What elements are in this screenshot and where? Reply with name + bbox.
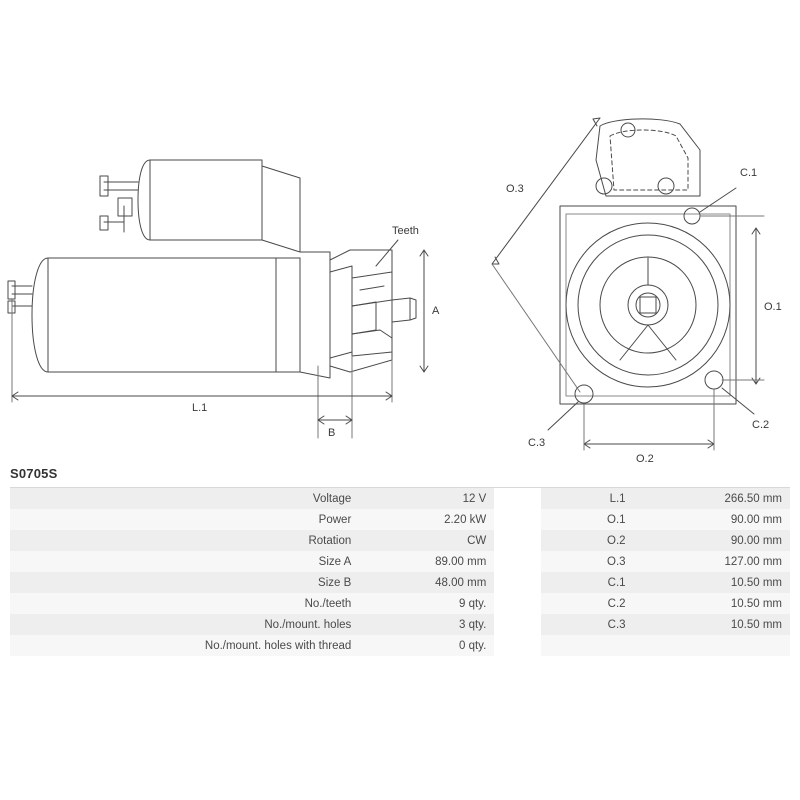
spec-label: Voltage [10, 488, 359, 509]
spec-gap [494, 593, 541, 614]
spoke-1 [620, 325, 648, 360]
terminal-nut-2 [100, 216, 108, 230]
spec-gap [494, 509, 541, 530]
mount-hole-c2 [705, 371, 723, 389]
spec-label: Rotation [10, 530, 359, 551]
teeth-leader [376, 240, 398, 266]
dim-value: 90.00 mm [634, 509, 790, 530]
table-row [10, 509, 790, 530]
spec-label: No./mount. holes [10, 614, 359, 635]
solenoid-shoulder [262, 166, 300, 252]
spec-value: 89.00 mm [359, 551, 494, 572]
dim-o3-ext [492, 264, 580, 392]
label-c3: C.3 [528, 437, 546, 449]
nose-inner [330, 266, 352, 358]
part-code: S0705S [10, 466, 58, 481]
spec-label: No./teeth [10, 593, 359, 614]
spec-gap [494, 635, 541, 656]
mount-hole-c1 [684, 208, 700, 224]
shaft-key [640, 297, 656, 313]
flange-inner [566, 214, 730, 396]
label-o1: O.1 [764, 301, 782, 313]
c2-leader [722, 388, 754, 414]
motor-body [48, 258, 300, 372]
flange-outline [560, 206, 736, 404]
spec-label: Power [10, 509, 359, 530]
table-row [10, 551, 790, 572]
spec-gap [494, 488, 541, 509]
bracket-hole-right [658, 178, 674, 194]
upper-bracket-inner-dashed [610, 130, 688, 190]
terminal-block [118, 198, 132, 216]
spec-value: 0 qty. [359, 635, 494, 656]
dim-label: L.1 [541, 488, 633, 509]
specifications-body [10, 488, 790, 656]
teeth-line-1 [360, 286, 384, 290]
label-teeth: Teeth [392, 225, 419, 237]
solenoid-cap [138, 160, 150, 240]
specifications-table [10, 488, 790, 656]
motor-end-cap [32, 258, 48, 372]
label-c1: C.1 [740, 167, 758, 179]
dim-label [541, 635, 633, 656]
spec-label: Size B [10, 572, 359, 593]
pinion-shaft [352, 330, 392, 356]
rear-bolt-head-1 [8, 281, 15, 299]
housing-circle-outer [566, 223, 730, 387]
spec-value: 2.20 kW [359, 509, 494, 530]
label-a: A [432, 305, 440, 317]
dim-value [634, 635, 790, 656]
dim-label: C.2 [541, 593, 633, 614]
label-o3: O.3 [506, 183, 524, 195]
front-view-group [492, 118, 782, 465]
dim-value: 127.00 mm [634, 551, 790, 572]
side-view-group [8, 160, 440, 439]
table-row [10, 614, 790, 635]
dim-value: 266.50 mm [634, 488, 790, 509]
spec-gap [494, 614, 541, 635]
table-row [10, 572, 790, 593]
label-l1: L.1 [192, 402, 208, 414]
shaft-tip [410, 298, 416, 320]
spec-value: 48.00 mm [359, 572, 494, 593]
dim-label: C.1 [541, 572, 633, 593]
spec-value: 9 qty. [359, 593, 494, 614]
dim-label: C.3 [541, 614, 633, 635]
dim-value: 10.50 mm [634, 614, 790, 635]
spec-value: 3 qty. [359, 614, 494, 635]
c3-leader [548, 402, 578, 430]
label-c2: C.2 [752, 419, 770, 431]
shaft-end [392, 298, 410, 322]
table-row [10, 488, 790, 509]
label-b: B [328, 427, 336, 439]
spec-gap [494, 572, 541, 593]
drive-housing [300, 252, 330, 378]
label-o2: O.2 [636, 453, 654, 465]
nose-cone [330, 250, 392, 372]
pinion-body [352, 302, 376, 334]
housing-circle-mid [578, 235, 718, 375]
dim-value: 10.50 mm [634, 593, 790, 614]
solenoid-body [150, 160, 262, 240]
c1-leader [700, 188, 736, 212]
spec-value: 12 V [359, 488, 494, 509]
dim-label: O.3 [541, 551, 633, 572]
pinion-teeth [352, 272, 392, 306]
shaft-circle [628, 285, 668, 325]
spec-value: CW [359, 530, 494, 551]
spec-label: No./mount. holes with thread [10, 635, 359, 656]
mount-hole-c3 [575, 385, 593, 403]
table-row [10, 593, 790, 614]
dim-value: 10.50 mm [634, 572, 790, 593]
dim-value: 90.00 mm [634, 530, 790, 551]
spec-label: Size A [10, 551, 359, 572]
spec-gap [494, 530, 541, 551]
spoke-2 [648, 325, 676, 360]
dim-label: O.1 [541, 509, 633, 530]
bracket-hole-left [596, 178, 612, 194]
table-row [10, 635, 790, 656]
terminal-nut-1 [100, 176, 108, 196]
dim-label: O.2 [541, 530, 633, 551]
table-row [10, 530, 790, 551]
spec-gap [494, 551, 541, 572]
